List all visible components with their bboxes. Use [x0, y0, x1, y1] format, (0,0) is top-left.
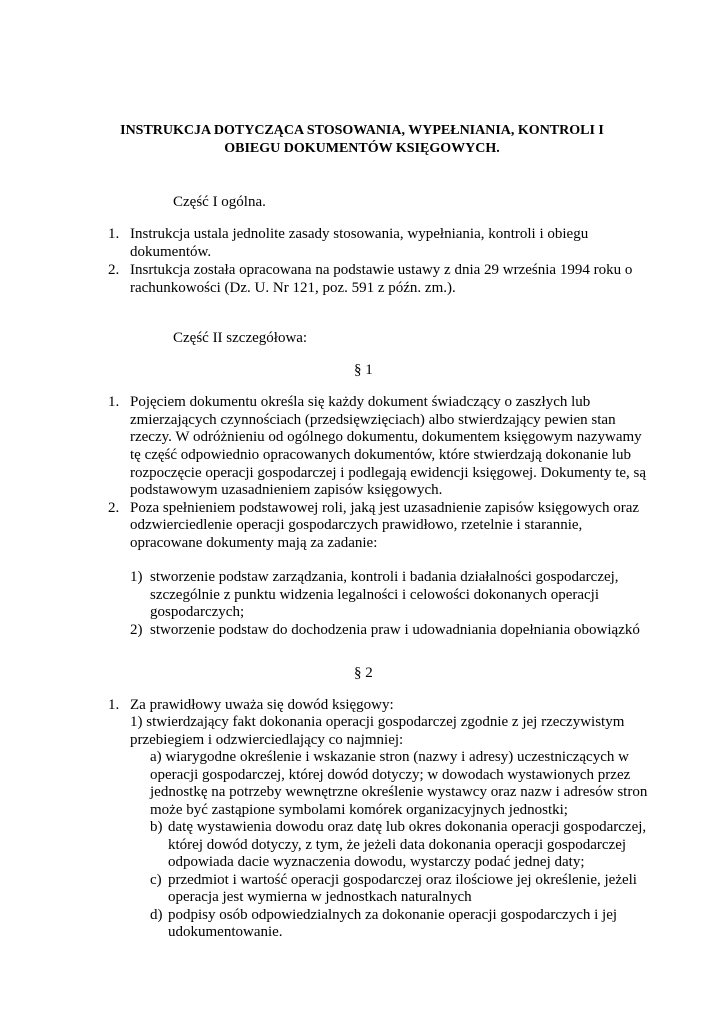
list-number: c): [150, 872, 162, 888]
list-line: Pojęciem dokumentu określa się każdy dokument świadczący o zaszłych lub: [130, 394, 591, 410]
list-line: szczególnie z punktu widzenia legalności i celowości dokonanych operacji: [150, 587, 600, 603]
list-line: której dowód dotyczy, z tym, że jeżeli data dokonania operacji gospodarczej: [168, 837, 627, 853]
list-number: 1.: [108, 226, 120, 242]
list-line: rachunkowości (Dz. U. Nr 121, poz. 591 z późn. zm.).: [130, 280, 456, 296]
list-line: rozpoczęcie operacji gospodarczej i podlegają ewidencji księgowej. Dokumenty te, są: [130, 465, 647, 481]
list-line: stworzenie podstaw do dochodzenia praw i udowadniania dopełniania obowiązkó: [150, 622, 640, 638]
list-line: 1) stwierdzający fakt dokonania operacji gospodarczej zgodnie z jej rzeczywistym: [130, 714, 625, 730]
list-line: rzeczy. W odróżnieniu od ogólnego dokumentu, dokumentem księgowym nazywamy: [130, 429, 642, 445]
list-line: operacji gospodarczej, której dowód dotyczy; w dowodach wystawionych przez: [150, 767, 631, 783]
list-number: 1.: [108, 697, 120, 713]
list-line: Insrtukcja została opracowana na podstawie ustawy z dnia 29 września 1994 roku o: [130, 262, 633, 278]
list-line: przebiegiem i odzwierciedlający co najmniej:: [130, 732, 404, 748]
part1-heading: Część I ogólna.: [173, 194, 266, 210]
list-number: 1.: [108, 394, 120, 410]
part2-heading: Część II szczegółowa:: [173, 330, 308, 346]
list-line: operacja jest wymierna w jednostkach naturalnych: [168, 889, 472, 905]
list-line: stworzenie podstaw zarządzania, kontroli i badania działalności gospodarczej,: [150, 569, 619, 585]
list-line: podstawowym uzasadnieniem zapisów księgowych.: [130, 482, 443, 498]
list-line: podpisy osób odpowiedzialnych za dokonanie operacji gospodarczych i jej: [168, 907, 618, 923]
list-number: 2.: [108, 500, 120, 516]
list-line: udokumentowanie.: [168, 924, 283, 940]
list-line: tę część odpowiednio opracowanych dokumentów, które stwierdzają dokonanie lub: [130, 447, 631, 463]
title-line-1: INSTRUKCJA DOTYCZĄCA STOSOWANIA, WYPEŁNIANIA, KONTROLI I: [120, 123, 604, 138]
list-number: 1): [130, 569, 143, 585]
section-2-heading: § 2: [354, 665, 373, 681]
list-number: 2): [130, 622, 143, 638]
list-line: Za prawidłowy uważa się dowód księgowy:: [130, 697, 394, 713]
list-number: 2.: [108, 262, 120, 278]
list-line: Poza spełnieniem podstawowej roli, jaką jest uzasadnienie zapisów księgowych oraz: [130, 500, 640, 516]
list-line: a) wiarygodne określenie i wskazanie stron (nazwy i adresy) uczestniczących w: [150, 749, 629, 765]
list-line: gospodarczych;: [150, 604, 245, 620]
section-1-heading: § 1: [354, 362, 373, 378]
list-line: datę wystawienia dowodu oraz datę lub okres dokonania operacji gospodarczej,: [168, 819, 647, 835]
list-line: Instrukcja ustala jednolite zasady stosowania, wypełniania, kontroli i obiegu: [130, 226, 589, 242]
title-line-2: OBIEGU DOKUMENTÓW KSIĘGOWYCH.: [224, 141, 500, 156]
list-line: opracowane dokumenty mają za zadanie:: [130, 535, 378, 551]
list-line: przedmiot i wartość operacji gospodarczej oraz ilościowe jej określenie, jeżeli: [168, 872, 637, 888]
list-line: jednostkę na potrzeby wewnętrzne określenie wystawcy oraz nazw i adresów stron: [150, 784, 648, 800]
list-line: może być zastąpione symbolami komórek organizacyjnych jednostki;: [150, 802, 568, 818]
list-line: odpowiada dacie wyznaczenia dowodu, wystarczy podać jednej daty;: [168, 854, 585, 870]
list-number: b): [150, 819, 163, 835]
list-line: zmierzających czynnościach (przedsięwzięciach) albo stwierdzający pewien stan: [130, 412, 616, 428]
list-number: d): [150, 907, 163, 923]
list-line: odzwierciedlenie operacji gospodarczych prawidłowo, rzetelnie i starannie,: [130, 517, 583, 533]
list-line: dokumentów.: [130, 244, 212, 260]
